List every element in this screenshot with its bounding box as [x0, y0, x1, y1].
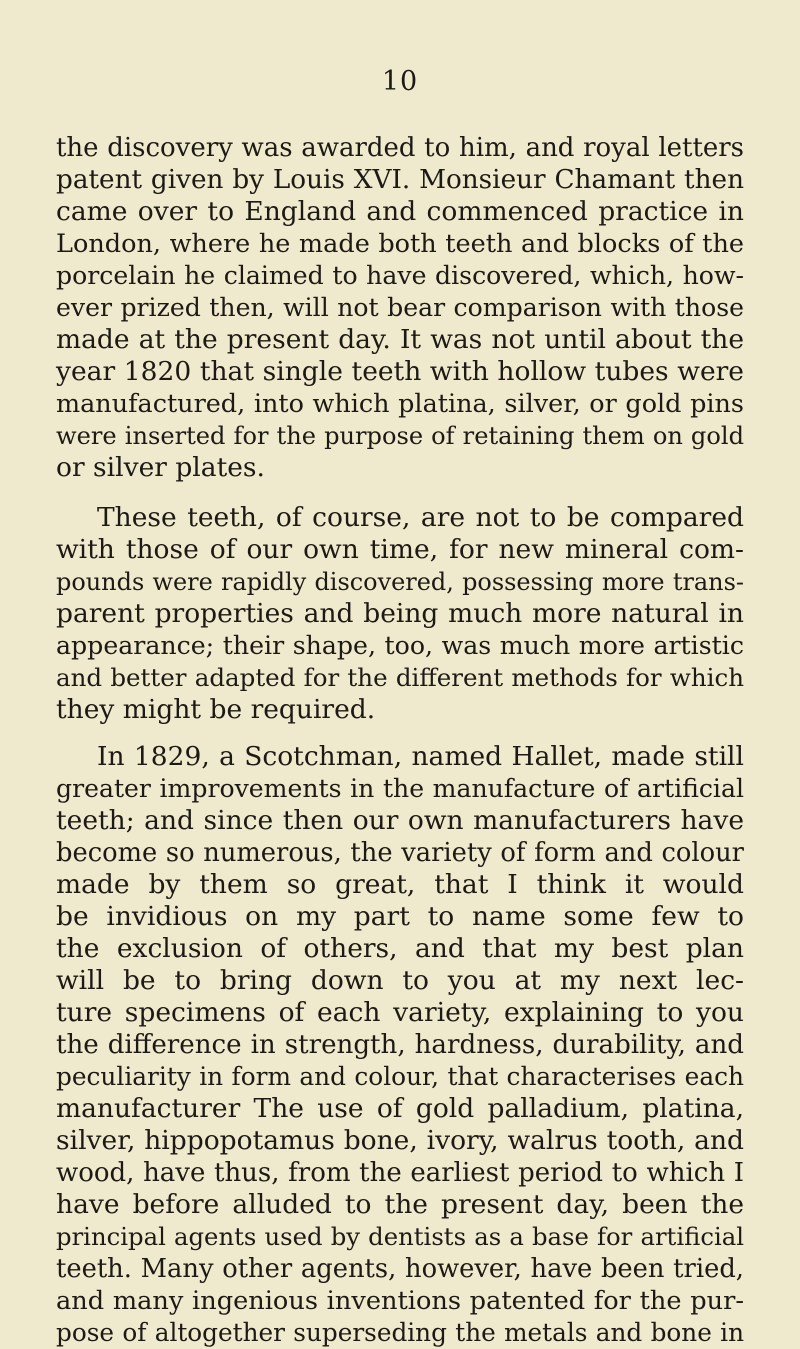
text-line: silver, hippopotamus bone, ivory, walrus tooth, and: [56, 1125, 744, 1156]
text-line: with those of our own time, for new mineral com-: [56, 534, 744, 565]
text-line: teeth. Many other agents, however, have been tried,: [56, 1254, 744, 1284]
text-line: appearance; their shape, too, was much more artistic: [56, 631, 744, 660]
text-line: become so numerous, the variety of form and colour: [56, 838, 744, 868]
text-line: These teeth, of course, are not to be compared: [97, 502, 744, 533]
text-line: and better adapted for the different methods for which: [56, 663, 744, 692]
text-line: manufacturer The use of gold palladium, platina,: [56, 1093, 744, 1124]
text-line: peculiarity in form and colour, that characterises each: [56, 1062, 744, 1091]
text-line: made at the present day. It was not until about the: [56, 324, 744, 355]
text-line: the difference in strength, hardness, durability, and: [56, 1030, 744, 1060]
text-line: ever prized then, will not bear comparison with those: [56, 293, 744, 322]
text-line: were inserted for the purpose of retaining them on gold: [56, 422, 744, 450]
text-line: porcelain he claimed to have discovered, which, how-: [56, 261, 744, 290]
text-line: they might be required.: [56, 694, 376, 725]
text-line: made by them so great, that I think it would: [56, 869, 744, 900]
text-line: wood, have thus, from the earliest period to which I: [56, 1158, 744, 1188]
text-line: principal agents used by dentists as a base for artificial: [56, 1222, 744, 1251]
text-line: have before alluded to the present day, been the: [56, 1189, 744, 1220]
text-line: In 1829, a Scotchman, named Hallet, made still: [97, 741, 744, 772]
text-line: manufactured, into which platina, silver, or gold pins: [56, 389, 744, 419]
text-line: will be to bring down to you at my next lec-: [56, 965, 744, 996]
text-line: patent given by Louis XVI. Monsieur Chamant then: [56, 165, 744, 195]
text-line: London, where he made both teeth and blocks of the: [56, 229, 744, 259]
text-line: year 1820 that single teeth with hollow tubes were: [56, 356, 744, 387]
page-number: 10: [381, 66, 419, 97]
text-line: or silver plates.: [56, 452, 265, 483]
text-line: pose of altogether superseding the metals and bone in: [56, 1318, 744, 1347]
text-line: be invidious on my part to name some few to: [56, 901, 744, 932]
text-line: pounds were rapidly discovered, possessing more trans-: [56, 568, 744, 596]
text-line: the discovery was awarded to him, and royal letters: [56, 133, 744, 163]
text-line: the exclusion of others, and that my best plan: [56, 933, 744, 964]
text-line: ture specimens of each variety, explaining to you: [56, 997, 744, 1028]
text-line: parent properties and being much more natural in: [56, 598, 744, 629]
text-line: greater improvements in the manufacture of artificial: [56, 774, 744, 803]
text-line: and many ingenious inventions patented for the pur-: [56, 1286, 744, 1316]
text-line: came over to England and commenced practice in: [56, 196, 744, 227]
text-line: teeth; and since then our own manufacturers have: [56, 805, 744, 836]
